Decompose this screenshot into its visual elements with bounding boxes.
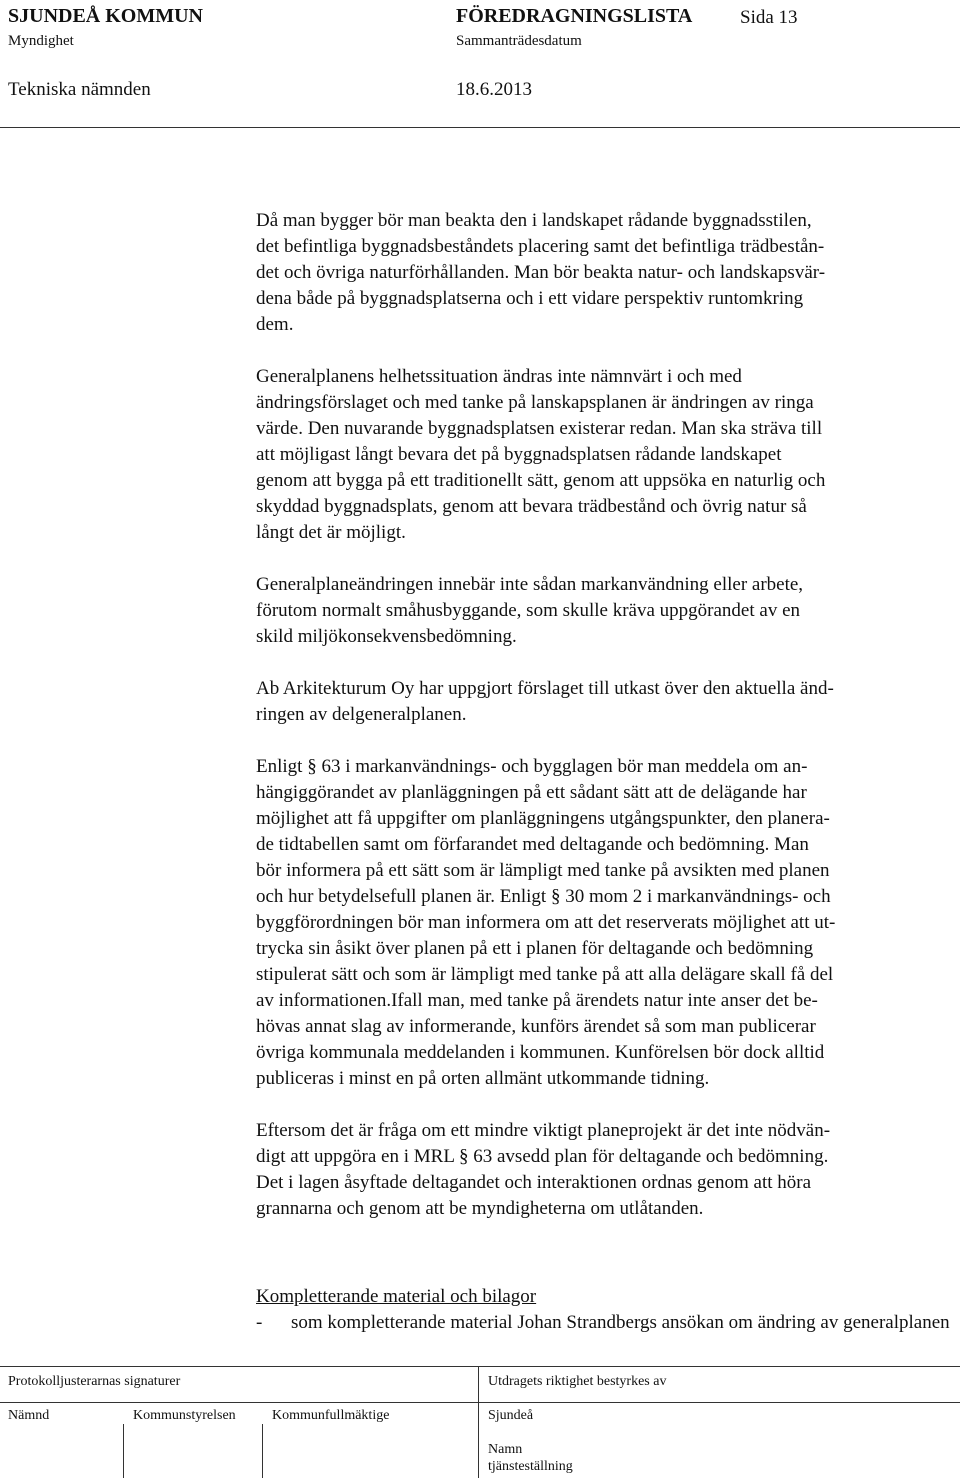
paragraph-line: och hur betydelsefull planen är. Enligt § 30 mom 2 i markanvändnings- och [256,886,831,907]
paragraph-line: värde. Den nuvarande byggnadsplatsen existerar redan. Man ska sträva till [256,418,823,439]
paragraph-line: skyddad byggnadsplats, genom att bevara trädbestånd och övrig natur så [256,496,807,517]
meeting-date: 18.6.2013 [456,79,532,100]
paragraph [256,754,954,1092]
paragraph-line: byggförordningen bör man informera om att det reserverats möjlighet att ut- [256,912,836,933]
signatures-label: Protokolljusterarnas signaturer [8,1374,181,1389]
paragraph-line: digt att uppgöra en i MRL § 63 avsedd plan för deltagande och bedömning. [256,1146,829,1167]
paragraph-gap [256,338,954,364]
paragraph-line: Ab Arkitekturum Oy har uppgjort förslaget till utkast över den aktuella änd- [256,678,834,699]
paragraph-line: bör informera på ett sätt som är lämpligt med tanke på avsikten med planen [256,860,830,881]
paragraph-line: dena både på byggnadsplatserna och i ett vidare perspektiv runtomkring [256,288,804,309]
meeting-date-label: Sammanträdesdatum [456,33,582,49]
footer-col-line-2 [262,1424,263,1478]
paragraph-line: Då man bygger bör man beakta den i landskapet rådande byggnadsstilen, [256,210,812,231]
paragraph [256,572,954,650]
footer-col-line-1 [123,1424,124,1478]
paragraph-line: det befintliga byggnadsbeståndets placering samt det befintliga trädbestån- [256,236,825,257]
paragraph-line: Enligt § 63 i markanvändnings- och bygglagen bör man meddela om an- [256,756,808,777]
paragraph-gap [256,1092,954,1118]
paragraph-gap [256,650,954,676]
paragraph-line: publiceras i minst en på orten allmänt utkommande tidning. [256,1068,710,1089]
paragraph-line: hövas annat slag av informerande, kunförs ärendet så som man publicerar [256,1016,816,1037]
paragraph-line: trycka sin åsikt över planen på ett i planen för deltagande och bedömning [256,938,814,959]
signature-footer [0,1366,960,1478]
paragraph-line: förutom normalt småhusbyggande, som skulle kräva uppgörandet av en [256,600,801,621]
paragraph-line: hängiggörandet av planläggningen på ett sådant sätt att de delägande har [256,782,807,803]
place-label: Sjundeå [488,1408,534,1423]
bullet-dash: - [256,1312,263,1333]
paragraph-line: Eftersom det är fråga om ett mindre viktigt planeprojekt är det inte nödvän- [256,1120,831,1141]
paragraph-line: långt det är möjligt. [256,522,406,543]
paragraph-line: dem. [256,314,294,335]
body-label-kommunfullmaktige: Kommunfullmäktige [272,1408,390,1423]
paragraph-line: av informationen.Ifall man, med tanke på ärendets natur inte anser det be- [256,990,818,1011]
paragraph [256,364,954,546]
paragraph-line: ringen av delgeneralplanen. [256,704,467,725]
paragraph-line: skild miljökonsekvensbedömning. [256,626,517,647]
paragraph [256,1118,954,1222]
paragraph-line: det och övriga naturförhållanden. Man bör beakta natur- och landskapsvär- [256,262,826,283]
paragraph-line: Det i lagen åsyftade deltagandet och interaktionen ordnas genom att höra [256,1172,812,1193]
paragraph-line: att möjligast långt bevara det på byggnadsplatsen rådande landskapet [256,444,782,465]
supplement-section [256,1284,954,1336]
supplement-item [256,1310,954,1336]
paragraph-line: möjlighet att få uppgifter om planläggningens utgångspunkter, den planera- [256,808,830,829]
footer-mid-line [0,1402,960,1403]
paragraph-line: grannarna och genom att be myndigheterna om utlåtanden. [256,1198,704,1219]
paragraph-line: Generalplanens helhetssituation ändras inte nämnvärt i och med [256,366,742,387]
paragraph-line: övriga kommunala meddelanden i kommunen. Kunförelsen bör dock alltid [256,1042,825,1063]
paragraph-gap [256,728,954,754]
paragraph [256,676,954,728]
municipality-name: SJUNDEÅ KOMMUN [8,5,203,27]
body-label-kommunstyrelsen: Kommunstyrelsen [133,1408,236,1423]
paragraph-line: stipulerat sätt och som är lämpligt med tanke på att alla delägare skall få del [256,964,834,985]
name-label: Namn [488,1442,523,1457]
certified-label: Utdragets riktighet bestyrkes av [488,1374,667,1389]
paragraph [256,208,954,338]
document-type: FÖREDRAGNINGSLISTA [456,5,693,27]
supplement-item-text: som kompletterande material Johan Strandbergs ansökan om ändring av generalplanen [291,1312,950,1333]
authority-label: Myndighet [8,33,74,49]
footer-top-line [0,1366,960,1367]
paragraph-line: ändringsförslaget och med tanke på lanskapsplanen är ändringen av ringa [256,392,814,413]
paragraph-gap [256,546,954,572]
paragraph-line: genom att bygga på ett traditionellt sätt, genom att uppsöka en naturlig och [256,470,826,491]
paragraph-line: de tidtabellen samt om förfarandet med deltagande och bedömning. Man [256,834,809,855]
position-label: tjänsteställning [488,1459,573,1474]
authority-name: Tekniska nämnden [8,79,151,100]
footer-divider [478,1366,479,1478]
body-label-namnd: Nämnd [8,1408,50,1423]
paragraph-line: Generalplaneändringen innebär inte sådan markanvändning eller arbete, [256,574,804,595]
page-number: Sida 13 [740,7,798,28]
supplement-title: Kompletterande material och bilagor [256,1286,537,1307]
body-text [256,208,954,1222]
header-divider [0,127,960,128]
